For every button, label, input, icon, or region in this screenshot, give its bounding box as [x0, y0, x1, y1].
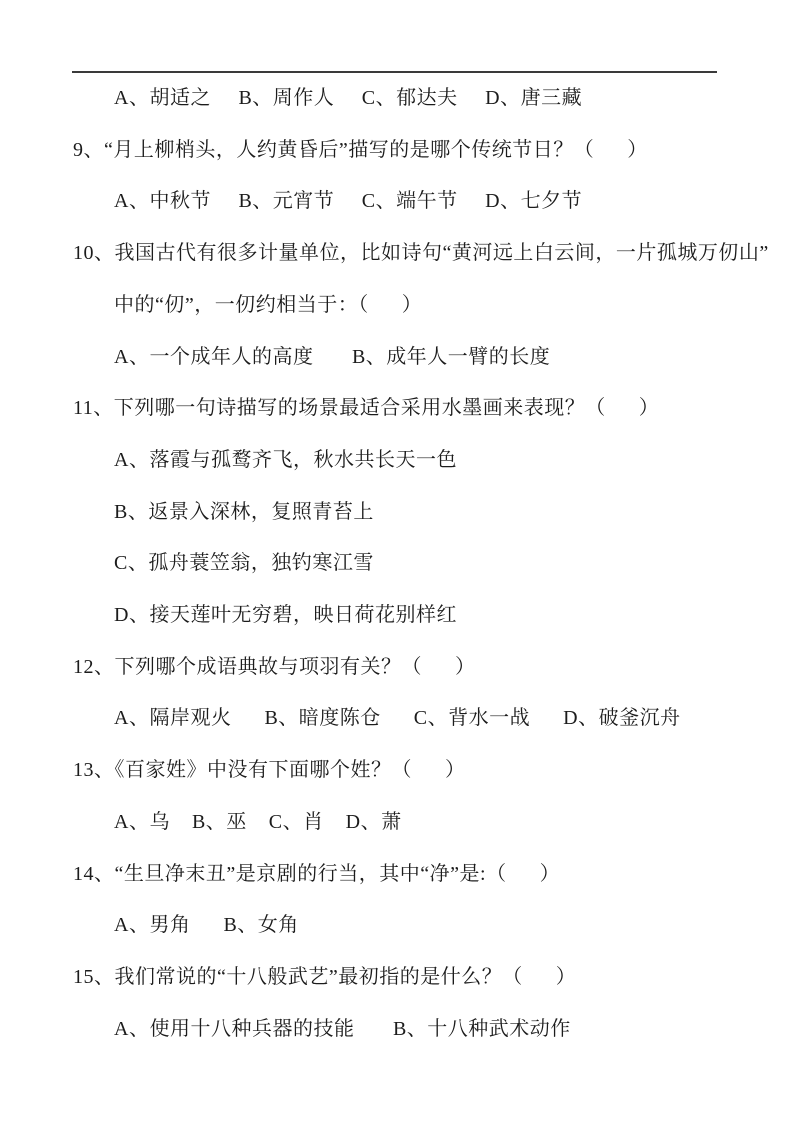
q9-text: 9、“月上柳梢头，人约黄昏后”描写的是哪个传统节日？（ ） — [73, 139, 648, 161]
q11-option-c: C、孤舟蓑笠翁，独钓寒江雪 — [114, 552, 374, 574]
header-rule — [72, 71, 717, 73]
q14-options: A、男角 B、女角 — [114, 914, 299, 936]
q13-text: 13、《百家姓》中没有下面哪个姓？（ ） — [73, 759, 466, 781]
q11-option-d: D、接天莲叶无穷碧，映日荷花别样红 — [114, 604, 457, 626]
q12-text: 12、下列哪个成语典故与项羽有关？（ ） — [73, 656, 476, 678]
q11-text: 11、下列哪一句诗描写的场景最适合采用水墨画来表现？（ ） — [73, 397, 660, 419]
q10-text-1: 10、我国古代有很多计量单位，比如诗句“黄河远上白云间，一片孤城万仞山” — [73, 242, 769, 264]
q10-options: A、一个成年人的高度 B、成年人一臂的长度 — [114, 346, 551, 368]
q15-text: 15、我们常说的“十八般武艺”最初指的是什么？（ ） — [73, 966, 577, 988]
q13-options: A、乌 B、巫 C、肖 D、萧 — [114, 811, 402, 833]
q10-text-2: 中的“仞”，一仞约相当于：（ ） — [114, 294, 423, 316]
q12-options: A、隔岸观火 B、暗度陈仓 C、背水一战 D、破釜沉舟 — [114, 707, 681, 729]
q9-options: A、中秋节 B、元宵节 C、端午节 D、七夕节 — [114, 190, 583, 212]
q11-option-a: A、落霞与孤鹜齐飞，秋水共长天一色 — [114, 449, 457, 471]
q8-options: A、胡适之 B、周作人 C、郁达夫 D、唐三藏 — [114, 87, 583, 109]
q15-options: A、使用十八种兵器的技能 B、十八种武术动作 — [114, 1018, 571, 1040]
q11-option-b: B、返景入深林，复照青苔上 — [114, 501, 374, 523]
q14-text: 14、“生旦净末丑”是京剧的行当，其中“净”是:（ ） — [73, 863, 561, 885]
